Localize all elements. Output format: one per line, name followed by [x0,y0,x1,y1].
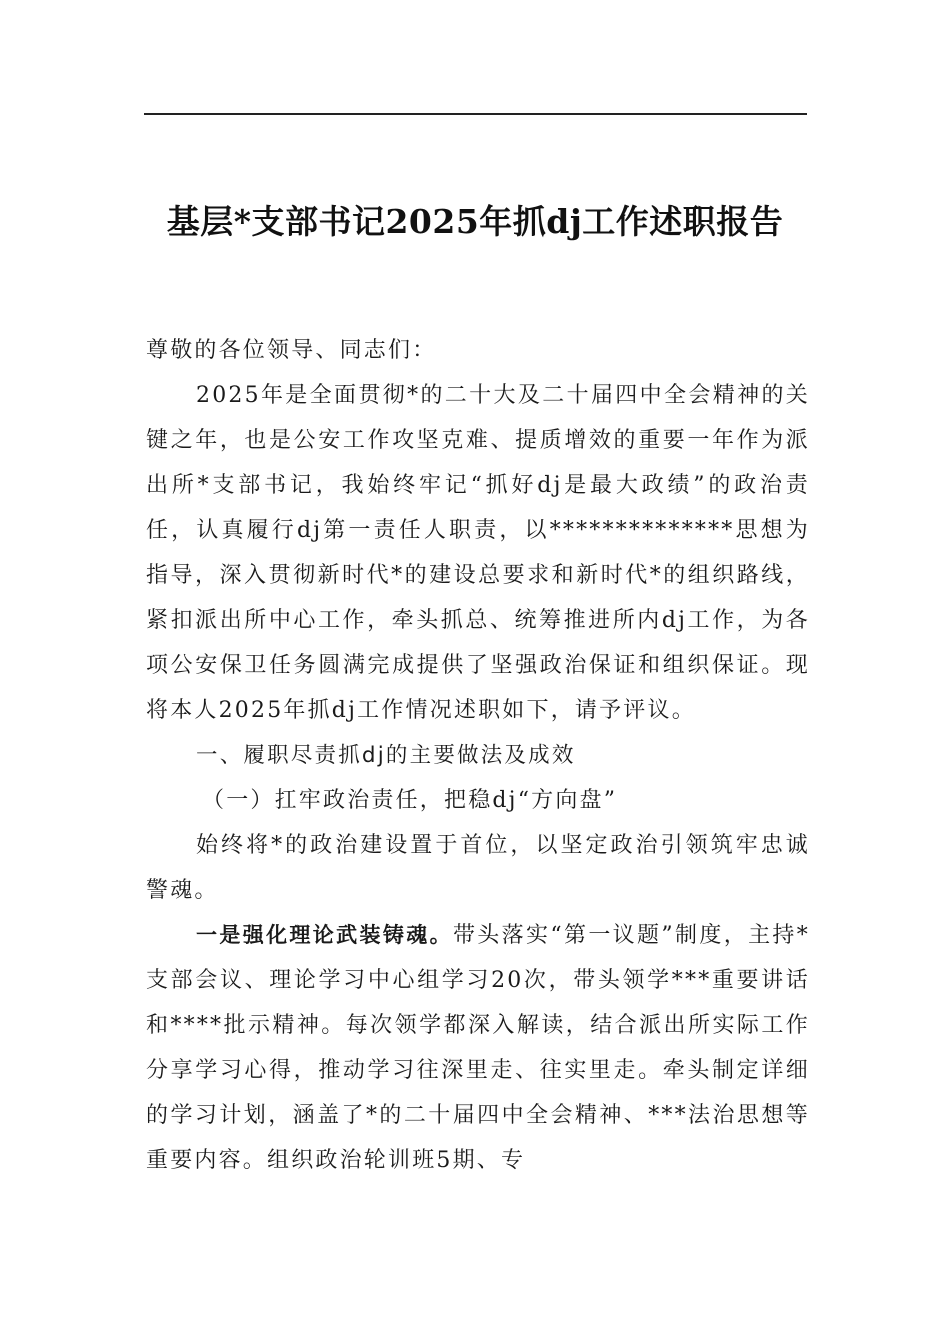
point-body: 带头落实“第一议题”制度，主持*支部会议、理论学习中心组学习20次，带头领学***重要讲话和****批示精神。每次领学都深入解读，结合派出所实际工作分享学习心得，推动学习往深里走、往实里走。牵头制定详细的学习计划，涵盖了*的二十届四中全会精神、***法治思想等重要内容。组织政治轮训班5期、专 [146,923,810,1173]
document-title: 基层*支部书记2025年抓dj工作述职报告 [166,202,784,241]
intro-paragraph: 2025年是全面贯彻*的二十大及二十届四中全会精神的关键之年，也是公安工作攻坚克难、提质增效的重要一年作为派出所*支部书记，我始终牢记“抓好dj是最大政绩”的政治责任，认真履行dj第一责任人职责，以**************思想为指导，深入贯彻新时代*的建设总要求和新时代*的组织路线，紧扣派出所中心工作，牵头抓总、统筹推进所内dj工作，为各项公安保卫任务圆满完成提供了坚强政治保证和组织保证。现将本人2025年抓dj工作情况述职如下，请予评议。 [146,383,810,723]
subsection-intro: 始终将*的政治建设置于首位，以坚定政治引领筑牢忠诚警魂。 [146,833,810,903]
salutation: 尊敬的各位领导、同志们： [146,338,437,363]
point-lead: 一是强化理论武装铸魂。 [196,923,453,947]
subsection-heading: （一）扛牢政治责任，把稳dj“方向盘” [202,788,618,813]
header-rule [144,113,807,115]
section-heading: 一、履职尽责抓dj的主要做法及成效 [196,743,576,768]
document-body [146,328,810,1183]
point-paragraph [146,913,810,1183]
